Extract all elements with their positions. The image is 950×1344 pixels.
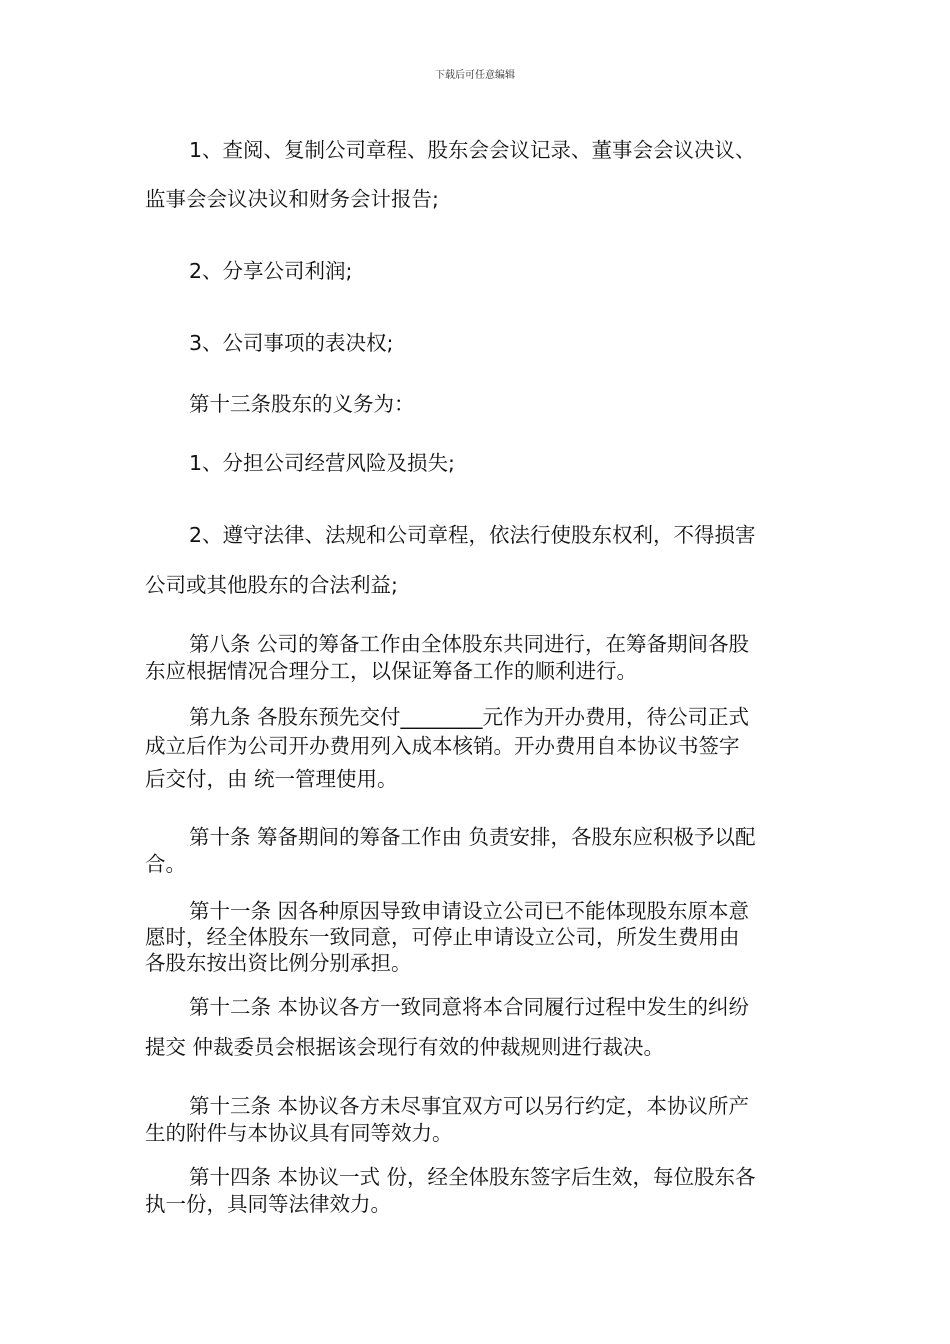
- text-line: 第十条 筹备期间的筹备工作由 负责安排，各股东应积极予以配: [189, 825, 756, 849]
- page-header: 下载后可任意编辑: [435, 70, 515, 81]
- text-line: 3、公司事项的表决权;: [189, 331, 394, 355]
- text-line: 第十三条 本协议各方未尽事宜双方可以另行约定，本协议所产: [189, 1094, 750, 1118]
- text-line: 各股东按出资比例分别承担。: [145, 951, 412, 975]
- text-line: 合。: [145, 852, 186, 876]
- text-line: 第十一条 因各种原因导致申请设立公司已不能体现股东原本意: [189, 899, 750, 923]
- text-line: 愿时，经全体股东一致同意，可停止申请设立公司，所发生费用由: [145, 925, 740, 949]
- text-line: 公司或其他股东的合法利益;: [145, 573, 398, 597]
- text-line: 第九条 各股东预先交付________元作为开办费用，待公司正式: [189, 705, 750, 729]
- text-line: 第八条 公司的筹备工作由全体股东共同进行，在筹备期间各股: [189, 632, 750, 656]
- text-line: 执一份，具同等法律效力。: [145, 1192, 391, 1216]
- text-line: 1、分担公司经营风险及损失;: [189, 451, 455, 475]
- text-line: 提交 仲裁委员会根据该会现行有效的仲裁规则进行裁决。: [145, 1035, 665, 1059]
- text-line: 第十四条 本协议一式 份，经全体股东签字后生效，每位股东各: [189, 1165, 756, 1189]
- text-line: 监事会会议决议和财务会计报告;: [145, 187, 439, 211]
- text-line: 第十二条 本协议各方一致同意将本合同履行过程中发生的纠纷: [189, 995, 750, 1019]
- text-line: 2、分享公司利润;: [189, 259, 353, 283]
- text-line: 东应根据情况合理分工，以保证筹备工作的顺利进行。: [145, 659, 637, 683]
- text-line: 生的附件与本协议具有同等效力。: [145, 1121, 453, 1145]
- text-line: 2、遵守法律、法规和公司章程，依法行使股东权利，不得损害: [189, 523, 756, 547]
- text-line: 成立后作为公司开办费用列入成本核销。开办费用自本协议书签字: [145, 734, 740, 758]
- text-line: 第十三条股东的义务为：: [189, 392, 415, 416]
- text-line: 后交付，由 统一管理使用。: [145, 767, 398, 791]
- text-line: 1、查阅、复制公司章程、股东会会议记录、董事会会议决议、: [189, 138, 756, 162]
